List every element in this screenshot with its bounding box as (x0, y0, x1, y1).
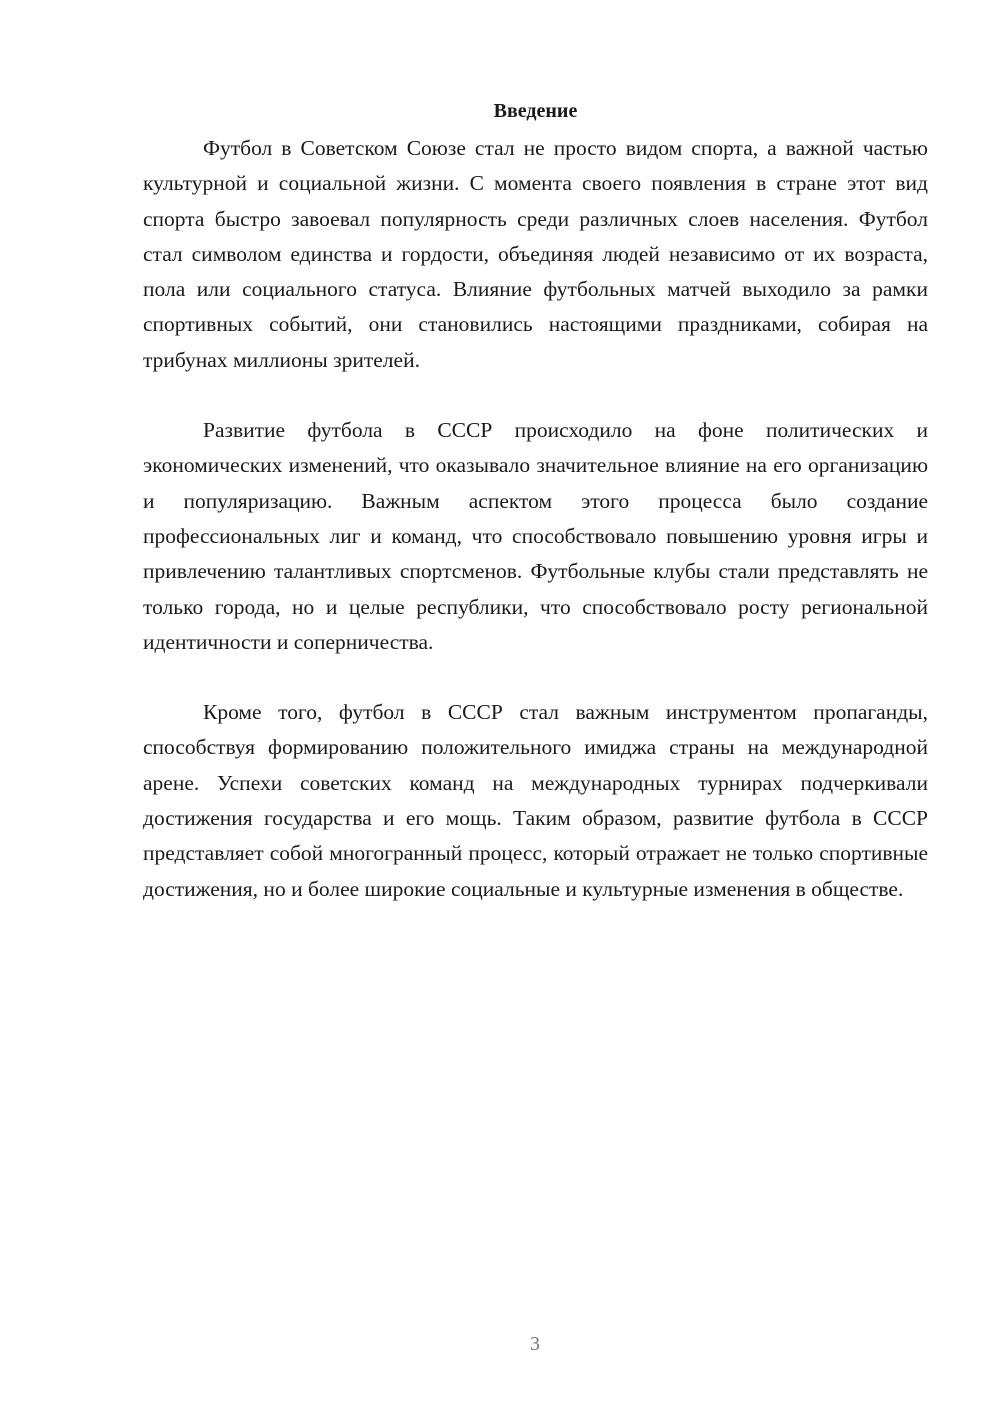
paragraph-3: Кроме того, футбол в СССР стал важным инструментом пропаганды, способствуя формированию положительного имиджа страны на международной арене. Успехи советских команд на международных турнирах подчеркивали достижения государства и его мощь. Таким образом, развитие футбола в СССР представляет собой многогранный процесс, который отражает не только спортивные достижения, но и более широкие социальные и культурные изменения в обществе. (143, 700, 928, 901)
page-number: 3 (530, 1333, 540, 1355)
page-content (143, 96, 928, 907)
section-title: Введение (493, 100, 578, 122)
paragraph-2: Развитие футбола в СССР происходило на фоне политических и экономических изменений, что оказывало значительное влияние на его организацию и популяризацию. Важным аспектом этого процесса было создание профессиональных лиг и команд, что способствовало повышению уровня игры и привлечению талантливых спортсменов. Футбольные клубы стали представлять не только города, но и целые республики, что способствовало росту региональной идентичности и соперничества. (143, 418, 928, 654)
paragraph-1: Футбол в Советском Союзе стал не просто видом спорта, а важной частью культурной и социальной жизни. С момента своего появления в стране этот вид спорта быстро завоевал популярность среди различных слоев населения. Футбол стал символом единства и гордости, объединяя людей независимо от их возраста, пола или социального статуса. Влияние футбольных матчей выходило за рамки спортивных событий, они становились настоящими праздниками, собирая на трибунах миллионы зрителей. (143, 136, 928, 372)
